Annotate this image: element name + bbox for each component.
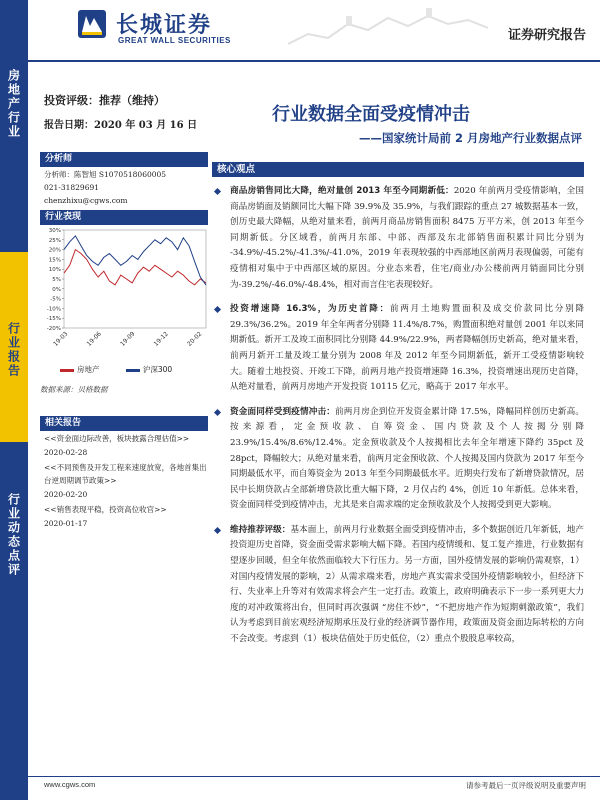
analyst-name: 分析师：陈智旭 S1070518060005 — [44, 170, 167, 179]
y-tick-label: -5% — [50, 296, 61, 303]
related-report-link[interactable]: <<销售表现平稳，投资高位收官>> — [44, 505, 167, 514]
x-tick-label: 19-09 — [119, 330, 137, 348]
side-label-report-type: 行业动态点评 — [6, 493, 21, 577]
brand-name-cn: 长城证券 — [116, 13, 213, 38]
footer-disclaimer: 请参考最后一页评级说明及重要声明 — [466, 781, 586, 790]
core-view-item — [212, 523, 584, 648]
brand-name-en: GREAT WALL SECURITIES — [118, 36, 231, 45]
core-views — [212, 184, 584, 657]
core-view-lead: 资金面同样受到疫情冲击： — [230, 406, 336, 417]
footer-url[interactable]: www.cgws.com — [44, 780, 96, 789]
core-view-item — [212, 184, 584, 293]
x-tick-label: 19-06 — [85, 330, 103, 348]
series-line — [64, 250, 206, 285]
core-view-lead: 维持推荐评级： — [230, 524, 291, 535]
great-wall-illustration-icon — [288, 4, 488, 54]
y-tick-label: 0% — [52, 286, 61, 293]
report-date: 报告日期：2020 年 03 月 16 日 — [44, 120, 198, 131]
report-subtitle: ——国家统计局前 2 月房地产行业数据点评 — [358, 131, 582, 145]
analyst-phone: 021-31829691 — [44, 183, 100, 192]
investment-rating: 投资评级：推荐（维持） — [44, 94, 165, 107]
core-view-lead: 投资增速降 16.3%，为历史首降： — [230, 304, 390, 315]
header-divider — [28, 60, 600, 62]
chart-source: 数据来源：贝格数据 — [40, 385, 108, 394]
analyst-section-title: 分析师 — [40, 152, 208, 167]
y-tick-label: 30% — [48, 228, 61, 234]
related-report-date: 2020-01-17 — [44, 519, 88, 528]
y-tick-label: 15% — [48, 257, 61, 264]
related-reports — [44, 432, 208, 532]
performance-section-title: 行业表现 — [40, 210, 208, 225]
y-tick-label: -15% — [46, 316, 61, 323]
performance-chart — [40, 224, 210, 364]
page-header — [28, 0, 600, 62]
core-view-body: 前两月房企到位开发资金累计降 17.5%，降幅同样创历史新高。按来源看，定金预收款、自筹资金、国内贷款及个人按揭分别降 23.9%/15.4%/8.6%/12.4%。定金预收款及个人按揭相比去年全年增速下降约 35pct 及 28pct，降幅较大；从绝对量来看，前两月定金预收款、个人按揭及国内贷款为 2017 年至今同期最低水平，而自筹资金为 2013 年至今同期最低水平。近期央行发布了新增贷款情况，居民中长期贷款占全部新增贷款比重大幅下降，2 月仅占约 4%，创近 10 年新低。总体来看，资金面同样受到疫情冲击，尤其是来自需求端的定金预收款及个人按揭受到更大影响。 — [230, 406, 584, 511]
x-tick-label: 20-02 — [186, 330, 204, 348]
y-tick-label: 10% — [48, 267, 61, 274]
legend-item-csi300: 沪深300 — [142, 365, 173, 374]
x-tick-label: 19-12 — [152, 330, 170, 348]
footer-divider — [28, 776, 600, 777]
y-tick-label: -10% — [46, 306, 61, 313]
core-views-title: 核心观点 — [212, 162, 584, 177]
analyst-email: chenzhixu@cgws.com — [44, 196, 128, 205]
report-title: 行业数据全面受疫情冲击 — [272, 104, 470, 125]
related-report-date: 2020-02-28 — [44, 448, 88, 457]
related-report-link[interactable]: <<不同预售及开发工程来速度放宽，各地首集出台逆周期调节政策>> — [44, 463, 207, 485]
x-tick-label: 19-03 — [52, 330, 70, 348]
core-view-body: 基本面上，前两月行业数据全面受到疫情冲击，多个数据创近几年新低，地产投资迎历史首降，资金面受需求影响大幅下降。若国内疫情缓和、复工复产推进，行业数据有望逐步回暖，但全年依然面临较大下行压力。另一方面，国外疫情发展的影响仍需观察，1）对国内疫情发展的影响，2）从需求端来看，房地产真实需求受国外疫情影响较小，但经济下行、失业率上升等对有效需求将会产生一定打击。政策上，政府明确表示下一步一系列更大力度的对冲政策将出台，但同时再次强调 “房住不炒”，“不把房地产作为短期刺激政策”，我们认为考虑到目前宏观经济短期承压及行业的经济调节器作用，政策面及资金面边际转松的方向不会改变。考虑到（1）板块估值处于历史低位，（2）重点个股股息率较高， — [230, 524, 584, 645]
legend-item-real-estate: 房地产 — [77, 365, 100, 374]
analyst-info — [44, 168, 208, 207]
great-wall-logo-icon — [76, 8, 108, 40]
report-type-label: 证券研究报告 — [507, 28, 586, 43]
core-view-item — [212, 405, 584, 514]
related-report-link[interactable]: <<资金面边际改善，板块披露合理估值>> — [44, 434, 190, 443]
y-tick-label: 20% — [48, 247, 61, 254]
related-section-title: 相关报告 — [40, 416, 208, 431]
chart-legend — [60, 364, 196, 375]
core-view-body: 2020 年前两月受疫情影响，全国商品房销面及销额同比大幅下降 39.9%及 35.9%，与我们跟踪的重点 27 城数据基本一致，创历史最大降幅，从绝对量来看，前两月商品房销售面积 8475 万平方米，创 2013 年至今同期新低。分区域看，前两月东部、中部、西部及东北部销售面积累计同比分别为 -34.9%/-45.2%/-41.3%/-41.0%，2019 年表现较强的中西部地区前两月表现偏弱，可能有疫情相对集中于中西部区域的原因。分业态来看，住宅/商业/办公楼前两月销面同比分别为-39.2%/-46.0%/-48.4%，相对而言住宅表现较好。 — [230, 186, 585, 290]
core-view-item — [212, 302, 584, 396]
side-label-industry: 房地产行业 — [6, 69, 21, 139]
y-tick-label: -20% — [46, 326, 61, 332]
y-tick-label: 25% — [48, 237, 61, 244]
related-report-date: 2020-02-20 — [44, 490, 88, 499]
side-label-report-kind: 行业报告 — [6, 322, 21, 378]
core-view-lead: 商品房销售同比大降，绝对量创 2013 年至今同期新低： — [230, 186, 454, 196]
y-tick-label: 5% — [52, 277, 61, 283]
core-view-body: 前两月土地购置面积及成交价款同比分别降 29.3%/36.2%。2019 年全年两者分别降 11.4%/8.7%，购置面积绝对量创 2001 年以来同期新低。新开工及竣工面积同比分别降 44.9%/22.9%，两者降幅创历史新高，绝对量来看，前两月新开工量及竣工量分别为 2008 年及 2012 年至今同期新低，新开工受疫情影响较大。随着土地投资、开竣工下降，前两月地产投资增速降 16.3%，投资增速出现历史首降，从绝对量看，前两月房地产开发投资 10115 亿元，略高于 2017 年水平。 — [230, 304, 584, 393]
